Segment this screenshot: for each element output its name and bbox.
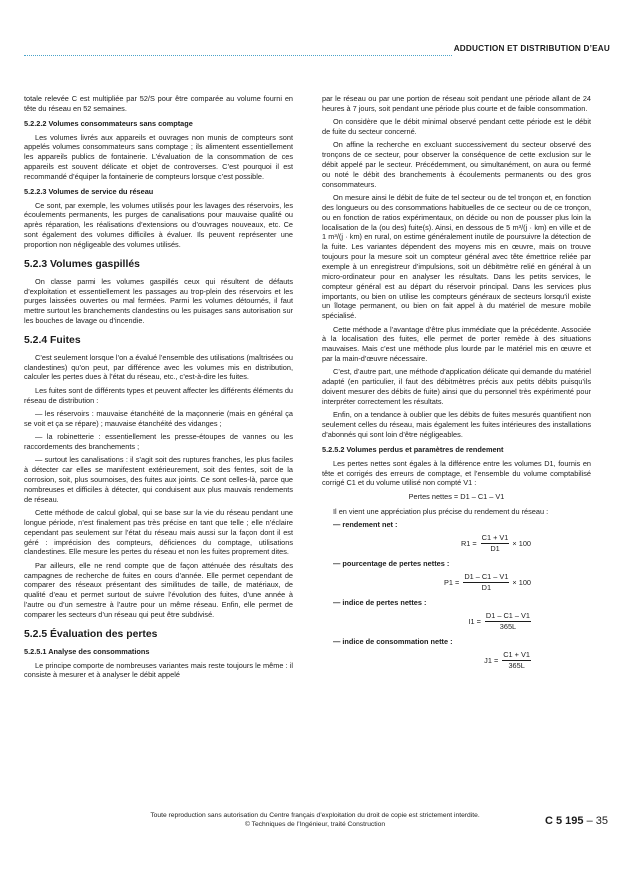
heading-5251: 5.2.5.1 Analyse des consommations bbox=[24, 646, 150, 656]
paragraph: par le réseau ou par une portion de réseau soit pendant une période allant de 24 heures à 7 jours, soit pendant une période plus courte et de faible consommation. bbox=[322, 94, 591, 113]
right-column bbox=[322, 94, 591, 676]
formula-I1 bbox=[322, 611, 591, 632]
fraction bbox=[485, 611, 531, 632]
formula-lhs: P1 = bbox=[444, 577, 460, 587]
fraction bbox=[481, 533, 510, 554]
formula-lhs: R1 = bbox=[460, 538, 477, 548]
numerator: C1 + V1 bbox=[481, 533, 509, 543]
label-consumption-index: — indice de consommation nette : bbox=[333, 637, 453, 646]
formula-lhs: J1 = bbox=[484, 655, 499, 665]
formula-rhs: × 100 bbox=[512, 577, 531, 587]
denominator: D1 bbox=[490, 544, 500, 554]
heading-5223: 5.2.2.3 Volumes de service du réseau bbox=[24, 186, 154, 196]
paragraph: C’est, d’autre part, une méthode d’application délicate qui demande du matériel adapté (en particulier, il faut des débitmètres précis aux petits débits puisqu’ils doivent mesurer des débits de fuite) ainsi que du personnel très expérimenté pour interpréter correctement les résultats. bbox=[322, 367, 592, 406]
paragraph: Enfin, on a tendance à oublier que les débits de fuites mesurés quantifient non seulement celles du réseau, mais également les fuites intérieures des installations d’abonnés qui sont loin d’être négligeables. bbox=[322, 410, 591, 439]
running-header: ADDUCTION ET DISTRIBUTION D’EAU bbox=[453, 44, 610, 53]
heading-5222: 5.2.2.2 Volumes consommateurs sans comptage bbox=[24, 118, 193, 128]
paragraph: Le principe comporte de nombreuses variantes mais reste toujours le même : il consiste à mesurer et à analyser le débit appelé bbox=[24, 660, 293, 680]
publisher-line: © Techniques de l’Ingénieur, traité Construction bbox=[244, 820, 386, 828]
list-item: — la robinetterie : essentiellement les presse-étoupes de vannes ou les raccordements des branchements ; bbox=[24, 432, 293, 451]
heading-524: 5.2.4 Fuites bbox=[24, 334, 81, 346]
paragraph: On classe parmi les volumes gaspillés ceux qui résultent de défauts d’exploitation et essentiellement les passages au trop-plein des réservoirs et les purges laissées ouvertes ou mal fermées. Parmi les volumes détournés, il faut mettre surtout les branchements clandestins ou les puisages sans autorisation sur les bouches de lavage ou d’incendie. bbox=[24, 276, 293, 326]
heading-525: 5.2.5 Évaluation des pertes bbox=[24, 628, 158, 640]
paragraph: C’est seulement lorsque l’on a évalué l’ensemble des utilisations (maîtrisées ou clandestines) qu’on peut, par différence avec les volumes mis en distribution, calculer les pertes dues à l’état du réseau, etc., c’est-à-dire les fuites. bbox=[24, 352, 293, 382]
paragraph: Les fuites sont de différents types et peuvent affecter les différents éléments du réseau de distribution : bbox=[24, 385, 293, 405]
formula-J1 bbox=[322, 650, 591, 671]
formula-lhs: I1 = bbox=[468, 616, 481, 626]
copyright-notice bbox=[110, 812, 520, 829]
numerator: D1 – C1 – V1 bbox=[485, 611, 530, 621]
paragraph: On considère que le débit minimal observé pendant cette période est le débit de fuite du secteur concerné. bbox=[322, 117, 591, 137]
fraction bbox=[463, 572, 509, 593]
denominator: D1 bbox=[481, 583, 492, 593]
paragraph: Cette méthode de calcul global, qui se base sur la vie du réseau pendant une longue période, n’est finalement pas très précise en tant que telle ; elle n’éclaire cependant pas seulement sur l’état du réseau mais aussi sur la façon dont il est géré : imprécision des compteurs, déficiences du comptage, utilisations clandestines. Elle mesure les pertes du réseau et non les fuites proprement dites. bbox=[24, 508, 293, 557]
formula-P1 bbox=[322, 572, 591, 593]
left-column bbox=[24, 94, 293, 684]
denominator: 365L bbox=[499, 622, 517, 632]
heading-5252: 5.2.5.2 Volumes perdus et paramètres de rendement bbox=[322, 444, 504, 454]
formula-rhs: × 100 bbox=[512, 538, 531, 548]
formula-net-losses: Pertes nettes = D1 – C1 – V1 bbox=[408, 491, 505, 501]
label-loss-index: — indice de pertes nettes : bbox=[333, 597, 427, 607]
paragraph: totale relevée C est multipliée par 52/S pour être comparée au volume fourni en tête du réseau en 52 semaines. bbox=[24, 94, 293, 113]
page-reference bbox=[545, 815, 608, 827]
paragraph: On affine la recherche en excluant successivement du secteur observé des tronçons de ce secteur, pour observer la conséquence de cette exclusion sur le débit appelé par le secteur. Précédemment, ou simultanément, on aura ou fermé ou noté le débit des branchements à écoulements permanents ou des gros consommateurs. bbox=[322, 140, 591, 189]
paragraph: Par ailleurs, elle ne rend compte que de façon atténuée des résultats des campagnes de recherche de fuites en cours d’année. Elle permet cependant de comparer des réseaux présentant des similitudes de taille, de matériaux, de qualité d’eau et permet surtout de suivre l’évolution des fuites, d’une année à l’autre ou d’un semestre à l’autre pour un même réseau. Enfin, elle permet de comparer les secteurs d’un réseau qui peut être subdivisé. bbox=[24, 560, 293, 619]
denominator: 365L bbox=[508, 661, 525, 671]
label-net-yield: — rendement net : bbox=[333, 519, 398, 529]
paragraph: Cette méthode a l’avantage d’être plus immédiate que la précédente. Associée à la localisation des fuites, elle permet de porter remède à des situations mauvaises. Mais c’est une méthode plus lourde par le matériel mis en œuvre et par la main-d’œuvre nécessaire. bbox=[322, 324, 591, 364]
formula-R1 bbox=[322, 533, 591, 554]
paragraph: On mesure ainsi le débit de fuite de tel secteur ou de tel tronçon et, en fonction des longueurs ou des consommations habituelles de ce secteur ou de ce tronçon, ou en fonction de ratios expérimentaux, on décide ou non de pousser plus loin la localisation de la (ou des) fuite(s). Ainsi, en dessous de 5 m³/(j · km) en ville et de 1 m³/(j · km) en rural, on estime généralement inutile de poursuivre la détection de la fuite. Les variantes dépendent des moyens mis en œuvre, mais on trouve toujours pour la mesure soit un compteur général avec tête émettrice reliée par exemple à un enregistreur d’impulsions, soit un débitmètre relié en général à un micro-ordinateur pour en analyser les résultats. Dans les petits services, le compteur général est au départ du réservoir principal. Dans les services plus importants, ou bien on utilise les compteurs généraux de secteurs lorsqu’il existe un îlotage permanent, ou bien on fait appel à du matériel de mesure mobile spécialisé. bbox=[322, 193, 591, 321]
numerator: C1 + V1 bbox=[503, 650, 530, 660]
paragraph: Il en vient une appréciation plus précise du rendement du réseau : bbox=[333, 506, 549, 516]
numerator: D1 – C1 – V1 bbox=[464, 572, 509, 582]
list-item: — surtout les canalisations : il s’agit soit des ruptures franches, les plus faciles à détecter car elles se manifestent extérieurement, soit des fentes, soit de la corrosion, soit, plus sournoises, des fuites aux joints. Ce sont celles-là, parce que nombreuses et difficiles à détecter, qui conduisent aux plus mauvais rendements de réseau. bbox=[24, 455, 293, 504]
paragraph: Les volumes livrés aux appareils et ouvrages non munis de compteurs sont appelés volumes consommateurs sans comptage ; ils alimentent essentiellement les appareils publics de fontainerie. L’évaluation de la consommation de ces appareils est souvent délicate et objet de controverses. C’est pourquoi il est recommandé d’équiper la fontainerie de compteurs lorsque c’est possible. bbox=[24, 132, 293, 181]
paragraph: Les pertes nettes sont égales à la différence entre les volumes D1, fournis en tête et corrigés des erreurs de comptage, et l’ensemble du volume comptabilisé corrigé C1 et du volume utilisé non compté V1 : bbox=[322, 458, 591, 488]
page-number: – 35 bbox=[583, 815, 608, 827]
header-rule bbox=[24, 55, 452, 56]
heading-523: 5.2.3 Volumes gaspillés bbox=[24, 258, 140, 270]
paragraph: Ce sont, par exemple, les volumes utilisés pour les lavages des réservoirs, les écoulements permanents, les purges de canalisations pour mauvaise qualité ou après réparation, les réalisations d’extensions ou d’ouvrages nouveaux, etc. Ce sont également des volumes difficiles à évaluer. Ils peuvent représenter une proportion non négligeable des volumes utilisés. bbox=[24, 200, 293, 249]
label-loss-pct: — pourcentage de pertes nettes : bbox=[333, 558, 450, 568]
fraction bbox=[502, 650, 531, 671]
document-ref: C 5 195 bbox=[545, 815, 584, 827]
list-item: — les réservoirs : mauvaise étanchéité de la maçonnerie (mais en général ça se voit et ça se répare) ; mauvaise étanchéité des vidanges ; bbox=[24, 408, 293, 428]
copyright-line: Toute reproduction sans autorisation du Centre français d’exploitation du droit de copie est strictement interdite. bbox=[150, 812, 480, 819]
